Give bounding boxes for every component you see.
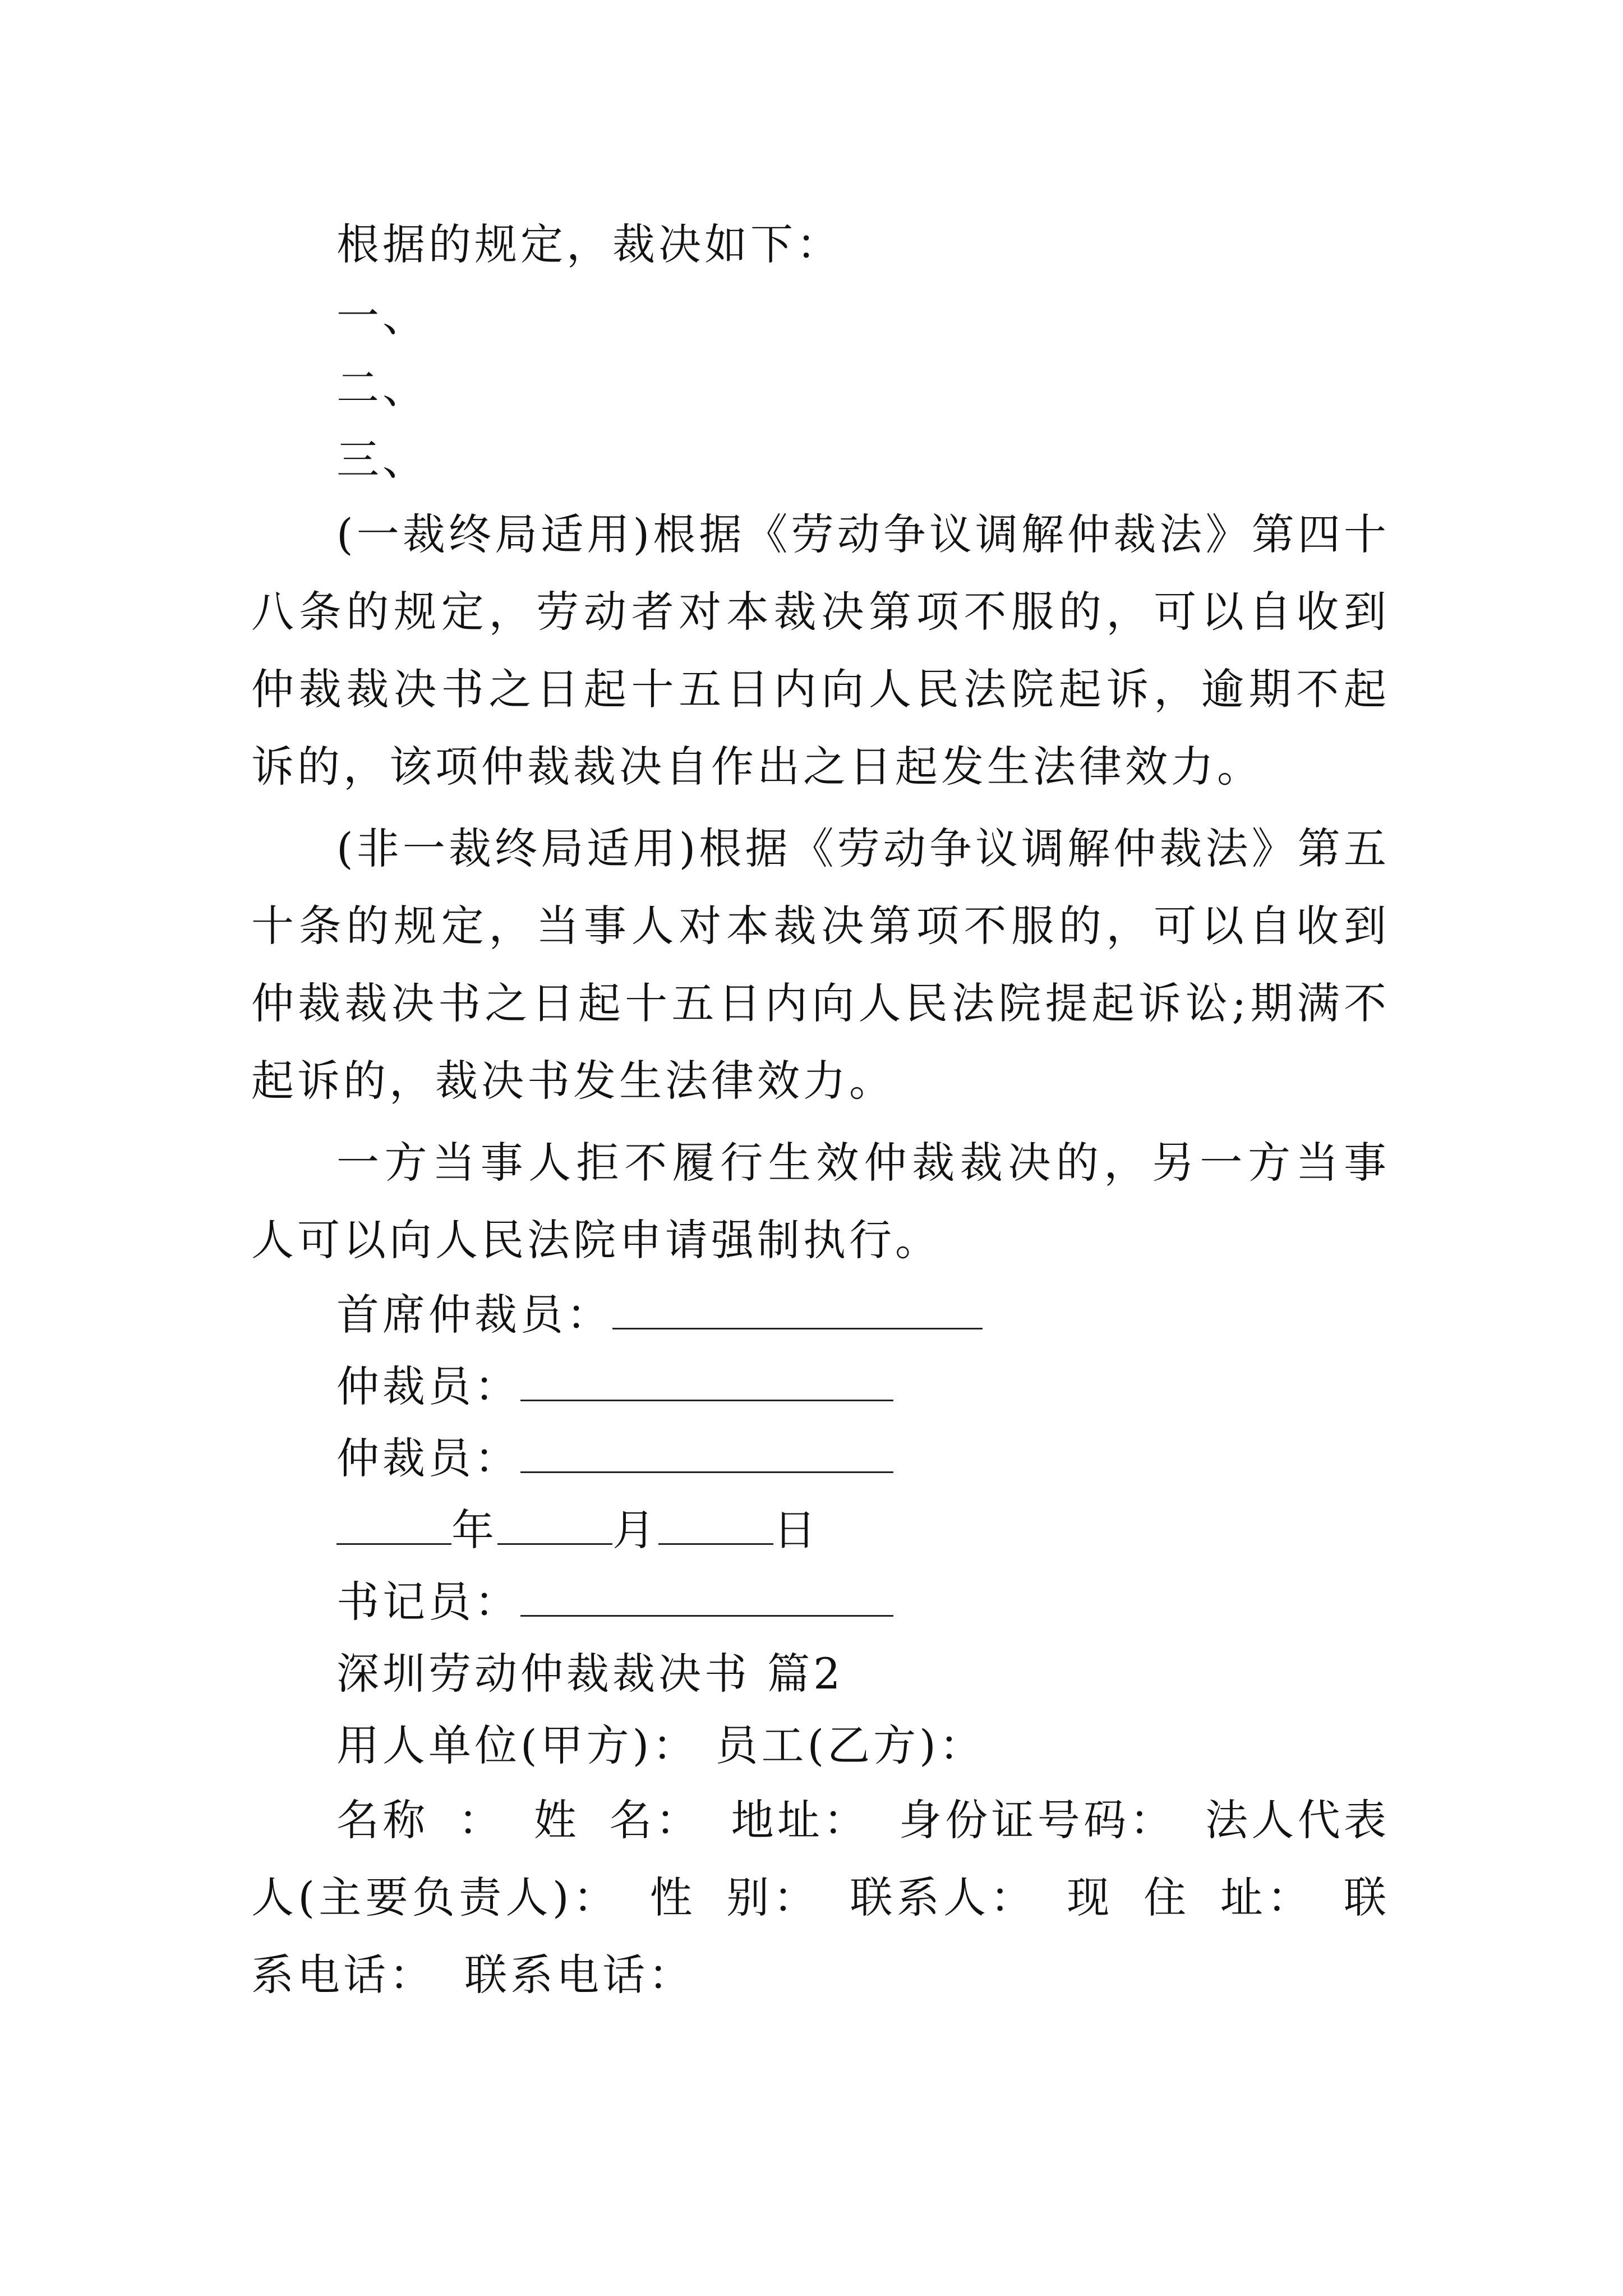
- ruling-item-1: 一、: [336, 291, 428, 341]
- clerk-label: 书记员：: [336, 1577, 520, 1627]
- signature-date: [251, 1494, 1390, 1566]
- day-label: 日: [773, 1505, 819, 1555]
- party-fields: 名称 ： 姓 名： 地址： 身份证号码： 法人代表人(主要负责人)： 性 别： 联系人： 现 住 址： 联系电话： 联系电话：: [251, 1795, 1390, 2000]
- month-label: 月: [612, 1505, 658, 1555]
- paragraph-non-final-ruling: (非一裁终局适用)根据《劳动争议调解仲裁法》第五十条的规定，当事人对本裁决第项不服的，可以自收到仲裁裁决书之日起十五日内向人民法院提起诉讼;期满不起诉的，裁决书发生法律效力。: [251, 823, 1390, 1106]
- ruling-item-3: 三、: [336, 435, 428, 485]
- signature-chief-arbitrator: [251, 1279, 1390, 1351]
- month-blank: [497, 1508, 612, 1545]
- year-blank: [336, 1508, 451, 1545]
- signature-clerk: [251, 1566, 1390, 1638]
- clerk-blank: [520, 1580, 893, 1617]
- arbitrator-2-blank: [520, 1437, 893, 1473]
- arbitrator-1-blank: [520, 1365, 893, 1401]
- signature-arbitrator-1: [251, 1351, 1390, 1423]
- year-label: 年: [451, 1505, 497, 1555]
- chief-arbitrator-label: 首席仲裁员：: [336, 1290, 612, 1340]
- parties-line: 用人单位(甲方)： 员工(乙方)：: [336, 1720, 985, 1770]
- paragraph-enforcement: 一方当事人拒不履行生效仲裁裁决的，另一方当事人可以向人民法院申请强制执行。: [251, 1138, 1390, 1265]
- ruling-intro: 根据的规定，裁决如下：: [336, 219, 842, 269]
- paragraph-final-ruling: (一裁终局适用)根据《劳动争议调解仲裁法》第四十八条的规定，劳动者对本裁决第项不服的，可以自收到仲裁裁决书之日起十五日内向人民法院起诉，逾期不起诉的，该项仲裁裁决自作出之日起发生法律效力。: [251, 509, 1390, 792]
- day-blank: [658, 1508, 773, 1545]
- ruling-item-2: 二、: [336, 363, 428, 413]
- signature-arbitrator-2: [251, 1423, 1390, 1494]
- document-body: [251, 209, 1390, 2014]
- section-title: 深圳劳动仲裁裁决书 篇2: [336, 1649, 844, 1699]
- arbitrator-2-label: 仲裁员：: [336, 1433, 520, 1483]
- chief-arbitrator-blank: [612, 1293, 983, 1329]
- arbitrator-1-label: 仲裁员：: [336, 1361, 520, 1411]
